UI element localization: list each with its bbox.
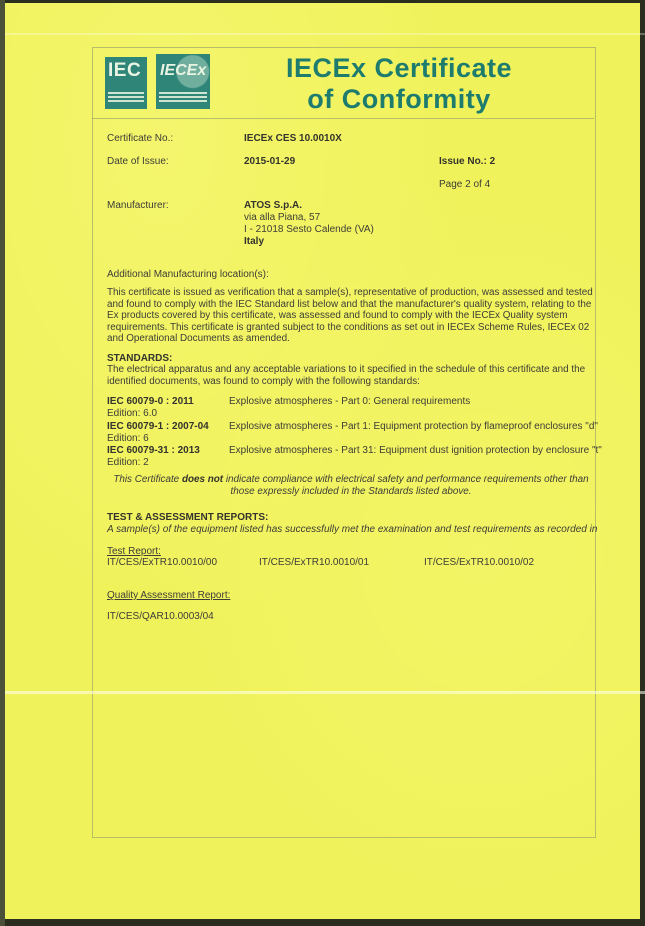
manufacturer-address-2: I - 21018 Sesto Calende (VA) <box>244 224 374 235</box>
reports-intro: A sample(s) of the equipment listed has successfully met the examination and test requirements as recorded in <box>107 524 598 535</box>
title-line-1: IECEx Certificate <box>285 53 513 83</box>
qar-label: Quality Assessment Report: <box>107 590 231 601</box>
qar-number: IT/CES/QAR10.0003/04 <box>107 611 214 622</box>
manufacturer-address-1: via alla Piana, 57 <box>244 212 321 223</box>
header-divider <box>92 118 594 119</box>
iecex-logo-lines <box>159 92 207 104</box>
iecex-logo-text: IECEx <box>160 62 207 79</box>
test-report-number: IT/CES/ExTR10.0010/00 <box>107 557 218 568</box>
compliance-note-bold: does not <box>181 474 224 485</box>
standard-code: IEC 60079-31 : 2013 <box>107 445 200 456</box>
scan-artifact-line <box>4 33 645 35</box>
reports-heading: TEST & ASSESSMENT REPORTS: <box>107 512 269 523</box>
verification-paragraph: This certificate is issued as verification that a sample(s), representative of production, was assessed and tested and found to comply with the IEC Standard list below and that the manufacturer's quality system, relating to the Ex products covered by this certificate, was assessed and found to comply with the IECEx Quality system requirements. This certificate is granted subject to the conditions as set out in IECEx Scheme Rules, IECEx 02 and Operational Documents as amended. <box>107 287 593 345</box>
compliance-note-suffix: indicate compliance with electrical safety and performance requirements other than those <box>223 474 589 497</box>
standards-intro: The electrical apparatus and any acceptable variations to it specified in the schedule of this certificate and the identified documents, was found to comply with the following standards: <box>107 364 586 387</box>
standard-description: Explosive atmospheres - Part 1: Equipment protection by flameproof enclosures "d" <box>229 421 598 432</box>
scan-fold-line <box>4 691 645 694</box>
scan-page-edge <box>0 0 5 926</box>
iec-logo <box>105 57 147 109</box>
iec-logo-lines <box>108 92 144 104</box>
additional-locations-label: Additional Manufacturing location(s): <box>107 269 269 280</box>
test-report-number: IT/CES/ExTR10.0010/02 <box>424 557 535 568</box>
standard-code: IEC 60079-0 : 2011 <box>107 396 194 407</box>
certificate-no-label: Certificate No.: <box>107 133 174 144</box>
standard-edition: Edition: 6.0 <box>107 408 158 419</box>
compliance-note-prefix: This Certificate <box>113 474 182 485</box>
manufacturer-label: Manufacturer: <box>107 200 169 211</box>
manufacturer-name: ATOS S.p.A. <box>244 200 302 211</box>
standard-code: IEC 60079-1 : 2007-04 <box>107 421 209 432</box>
compliance-note <box>107 474 595 497</box>
compliance-note-line2: expressly included in the Standards listed above. <box>257 485 472 497</box>
title-line-2: of Conformity <box>307 84 491 114</box>
manufacturer-address-3: Italy <box>244 236 265 247</box>
date-of-issue-value: 2015-01-29 <box>244 156 296 167</box>
iec-logo-text: IEC <box>108 60 142 81</box>
iecex-logo <box>156 54 210 109</box>
certificate-no-value: IECEx CES 10.0010X <box>244 133 342 144</box>
certificate-title <box>204 53 594 115</box>
date-of-issue-label: Date of Issue: <box>107 156 169 167</box>
standard-description: Explosive atmospheres - Part 0: General requirements <box>229 396 471 407</box>
issue-no: Issue No.: 2 <box>439 156 496 167</box>
standard-edition: Edition: 2 <box>107 457 149 468</box>
standards-heading: STANDARDS: <box>107 353 173 364</box>
standard-edition: Edition: 6 <box>107 433 149 444</box>
standard-description: Explosive atmospheres - Part 31: Equipment dust ignition protection by enclosure "t" <box>229 445 602 456</box>
test-report-number: IT/CES/ExTR10.0010/01 <box>259 557 370 568</box>
page-indicator: Page 2 of 4 <box>439 179 491 190</box>
certificate-paper <box>4 3 640 919</box>
test-report-label: Test Report: <box>107 546 161 557</box>
